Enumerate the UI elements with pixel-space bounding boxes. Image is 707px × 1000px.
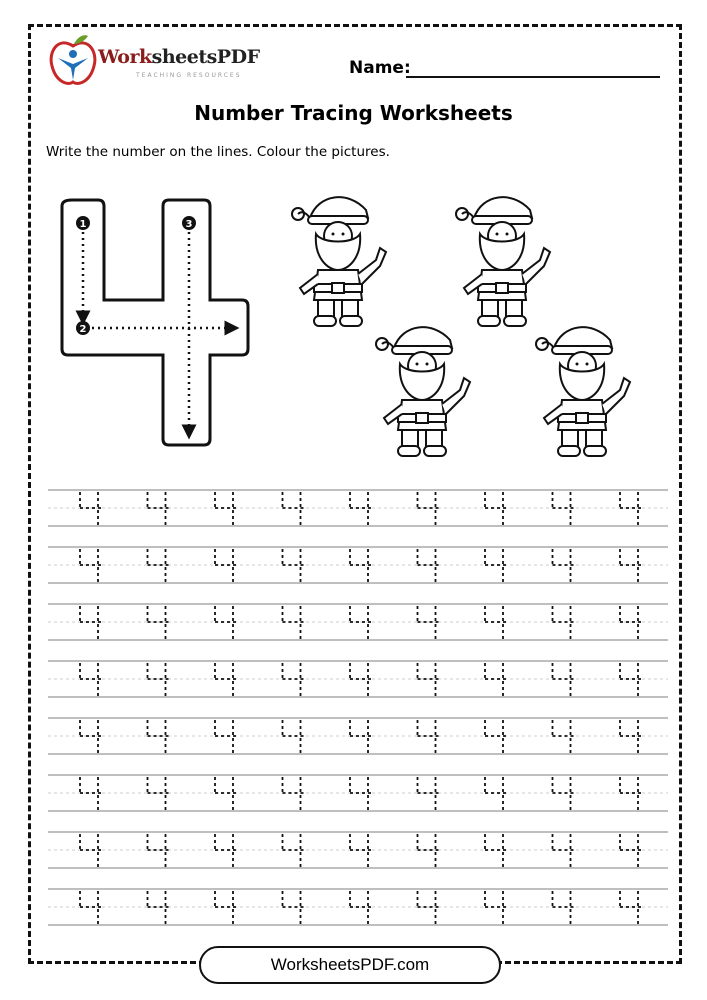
santa-picture[interactable]: [536, 327, 630, 456]
santa-picture[interactable]: [292, 197, 386, 326]
santa-picture[interactable]: [376, 327, 470, 456]
logo-tagline: TEACHING RESOURCES: [136, 72, 242, 79]
stroke-label-3: 3: [185, 219, 193, 230]
santa-picture[interactable]: [456, 197, 550, 326]
tracing-lines[interactable]: [48, 490, 668, 925]
name-label: Name:: [349, 58, 411, 78]
stroke-label-2: 2: [79, 324, 87, 335]
big-number-4: [62, 200, 248, 445]
footer-website: WorksheetsPDF.com: [199, 946, 501, 984]
page-title: Number Tracing Worksheets: [194, 101, 513, 125]
instructions: Write the number on the lines. Colour the pictures.: [46, 144, 390, 160]
stroke-label-1: 1: [79, 219, 87, 230]
logo-wordmark: WorksheetsPDF: [98, 46, 260, 68]
